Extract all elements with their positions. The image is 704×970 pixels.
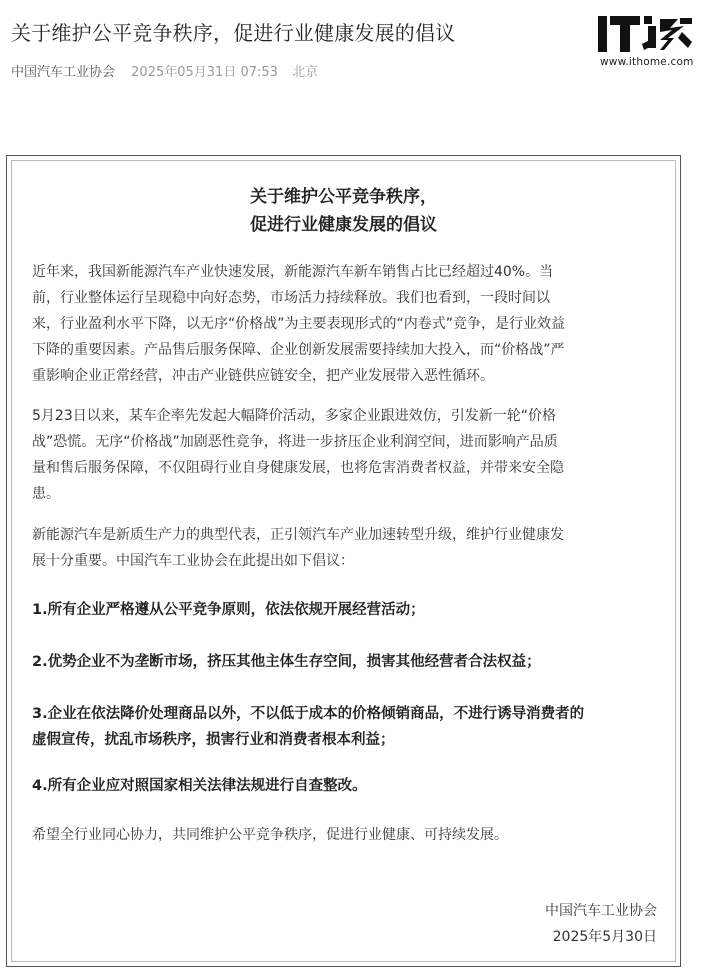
article-meta <box>11 61 318 80</box>
signature-org: 中国汽车工业协会 <box>545 903 657 919</box>
paragraph-2 <box>32 403 667 507</box>
proposal-1 <box>32 597 667 623</box>
proposal-3 <box>32 701 667 753</box>
proposal-line: 2.优势企业不为垄断市场，挤压其他主体生存空间，损害其他经营者合法权益； <box>32 654 541 670</box>
source-link[interactable]: 中国汽车工业协会 <box>11 65 116 80</box>
article-header <box>0 0 704 100</box>
paragraph-line: 患。 <box>32 486 60 502</box>
paragraph-line: 5月23日以来，某车企率先发起大幅降价活动，多家企业跟进效仿，引发新一轮“价格 <box>32 408 556 424</box>
proposal-2 <box>32 649 667 675</box>
paragraph-line: 前，行业整体运行呈现稳中向好态势，市场活力持续释放。我们也看到，一段时间以 <box>32 290 550 306</box>
proposal-line: 3.企业在依法降价处理商品以外，不以低于成本的价格倾销商品，不进行诱导消费者的 <box>32 706 585 722</box>
paragraph-3 <box>32 522 667 574</box>
paragraph-line: 近年来，我国新能源汽车产业快速发展，新能源汽车新车销售占比已经超过40%。当 <box>32 264 554 280</box>
paragraph-line: 来，行业盈利水平下降，以无序“价格战”为主要表现形式的“内卷式”竞争，是行业效益 <box>32 316 566 332</box>
document-title-line-2: 促进行业健康发展的倡议 <box>250 215 437 235</box>
page-title: 关于维护公平竞争秩序，促进行业健康发展的倡议 <box>11 21 456 45</box>
proposal-line: 虚假宣传，扰乱市场秩序，损害行业和消费者根本利益； <box>32 732 395 748</box>
proposal-line: 1.所有企业严格遵从公平竞争原则，依法依规开展经营活动； <box>32 602 425 618</box>
paragraph-line: 重影响企业正常经营，冲击产业链供应链安全，把产业发展带入恶性循环。 <box>32 368 494 384</box>
publish-location: 北京 <box>292 65 319 80</box>
paragraph-line: 战”恐慌。无序“价格战”加剧恶性竞争，将进一步挤压企业利润空间，进而影响产品质 <box>32 434 558 450</box>
paragraph-line: 量和售后服务保障，不仅阻碍行业自身健康发展，也将危害消费者权益，并带来安全隐 <box>32 460 564 476</box>
proposal-4 <box>32 773 667 799</box>
paragraph-line: 展十分重要。中国汽车工业协会在此提出如下倡议： <box>32 553 354 569</box>
paragraph-1 <box>32 259 667 389</box>
logo-url: www.ithome.com <box>600 56 694 68</box>
proposal-line: 4.所有企业应对照国家相关法律法规进行自查整改。 <box>32 778 367 794</box>
signature-date: 2025年5月30日 <box>552 929 657 945</box>
document-frame <box>6 155 681 967</box>
document-title-line-1: 关于维护公平竞争秩序， <box>250 187 437 207</box>
paragraph-line: 希望全行业同心协力，共同维护公平竞争秩序，促进行业健康、可持续发展。 <box>32 827 508 843</box>
paragraph-line: 下降的重要因素。产品售后服务保障、企业创新发展需要持续加大投入，而“价格战”严 <box>32 342 565 358</box>
closing-paragraph <box>32 822 667 848</box>
ithome-logo[interactable] <box>598 16 694 70</box>
publish-time: 2025年05月31日 07:53 <box>131 65 278 80</box>
paragraph-line: 新能源汽车是新质生产力的典型代表，正引领汽车产业加速转型升级，维护行业健康发 <box>32 527 564 543</box>
ithome-logo-mark-icon <box>598 16 694 52</box>
document-body <box>11 160 676 962</box>
